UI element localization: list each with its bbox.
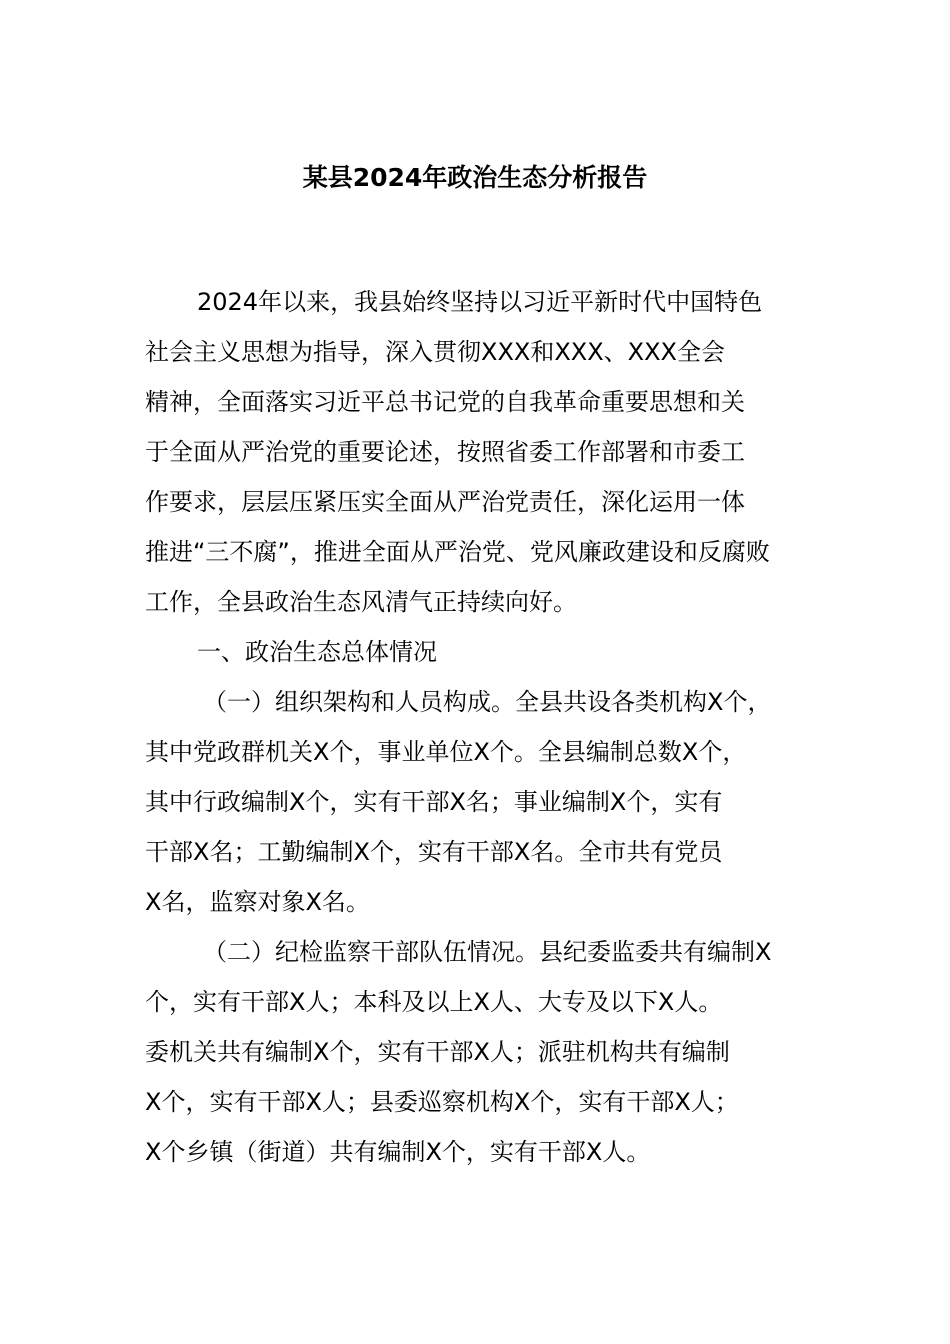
text-line: 作要求，层层压紧压实全面从严治党责任，深化运用一体: [145, 488, 745, 516]
text-line: 委机关共有编制X个，实有干部X人；派驻机构共有编制: [145, 1038, 730, 1066]
text-line: 工作，全县政治生态风清气正持续向好。: [145, 588, 577, 616]
intro-paragraph: [145, 277, 835, 627]
document-title: 某县2024年政治生态分析报告: [302, 163, 648, 192]
text-line: 其中行政编制X个，实有干部X名；事业编制X个，实有: [145, 788, 723, 816]
text-line: （二）纪检监察干部队伍情况。县纪委监委共有编制X: [203, 938, 772, 966]
text-line: X名，监察对象X名。: [145, 888, 370, 916]
section-heading: [145, 627, 835, 677]
org-structure-paragraph: [145, 677, 835, 927]
text-line: 干部X名；工勤编制X个，实有干部X名。全市共有党员: [145, 838, 723, 866]
text-line: X个，实有干部X人；县委巡察机构X个，实有干部X人；: [145, 1088, 739, 1116]
text-line: 推进“三不腐”，推进全面从严治党、党风廉政建设和反腐败: [145, 538, 770, 566]
text-line: 2024年以来，我县始终坚持以习近平新时代中国特色: [197, 288, 763, 316]
text-line: X个乡镇（街道）共有编制X个，实有干部X人。: [145, 1138, 651, 1166]
text-line: 精神，全面落实习近平总书记党的自我革命重要思想和关: [145, 388, 745, 416]
text-line: 于全面从严治党的重要论述，按照省委工作部署和市委工: [145, 438, 745, 466]
text-line: 其中党政群机关X个，事业单位X个。全县编制总数X个，: [145, 738, 747, 766]
text-line: 个，实有干部X人；本科及以上X人、大专及以下X人。: [145, 988, 723, 1016]
section-heading-text: 一、政治生态总体情况: [197, 638, 437, 666]
text-line: （一）组织架构和人员构成。全县共设各类机构X个，: [203, 688, 772, 716]
text-line: 社会主义思想为指导，深入贯彻XXX和XXX、XXX全会: [145, 338, 725, 366]
discipline-team-paragraph: [145, 927, 835, 1177]
